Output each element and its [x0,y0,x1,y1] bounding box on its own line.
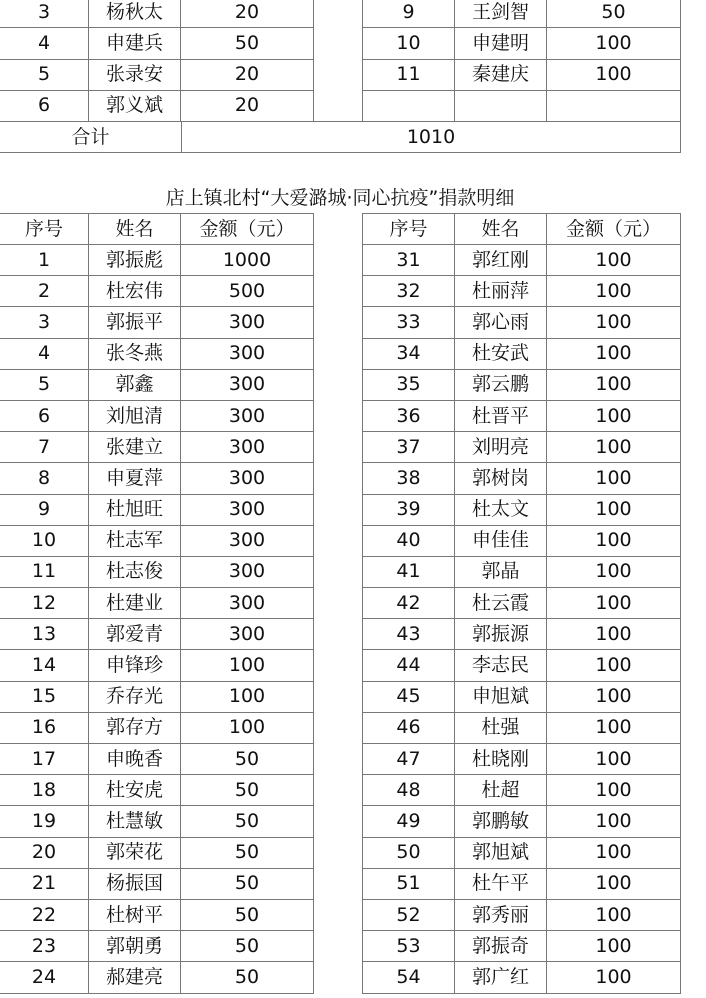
table-row [363,525,681,556]
table-row [363,868,681,899]
table-row [0,899,314,930]
cell-name: 申佳佳 [455,525,547,556]
cell-amount: 50 [181,899,314,930]
table-row [0,525,314,556]
cell-no: 42 [363,588,455,619]
table-row [0,744,314,775]
cell-no: 4 [0,28,89,59]
cell-name: 郭朝勇 [89,931,181,962]
cell-no: 3 [0,307,89,338]
cell-amount: 20 [181,0,314,28]
cell-amount: 100 [547,775,681,806]
cell-amount: 300 [181,494,314,525]
cell-name: 郭红刚 [455,245,547,276]
table-row [363,775,681,806]
cell-name: 郭振平 [89,307,181,338]
cell-no [363,90,455,121]
cell-name: 申晚香 [89,744,181,775]
table-row [363,806,681,837]
cell-no: 11 [363,59,455,90]
cell-amount: 300 [181,556,314,587]
cell-amount: 100 [547,650,681,681]
cell-name: 申夏萍 [89,463,181,494]
cell-no: 9 [363,0,455,28]
cell-no: 50 [363,837,455,868]
cell-amount: 300 [181,369,314,400]
table-row [363,588,681,619]
total-label: 合计 [0,122,182,153]
cell-no: 6 [0,90,89,121]
cell-no: 39 [363,494,455,525]
table-row [0,432,314,463]
cell-name: 申锋珍 [89,650,181,681]
cell-name: 杜太文 [455,494,547,525]
cell-name: 张录安 [89,59,181,90]
table-row [363,681,681,712]
cell-name: 杜超 [455,775,547,806]
table-row [0,276,314,307]
cell-no: 19 [0,806,89,837]
cell-no: 48 [363,775,455,806]
cell-amount: 300 [181,588,314,619]
header-no: 序号 [363,214,455,245]
table-row [363,369,681,400]
total-value: 1010 [182,122,681,153]
cell-no: 10 [363,28,455,59]
table-row [363,899,681,930]
cell-name: 郭广红 [455,962,547,993]
table-row [0,931,314,962]
header-no: 序号 [0,214,89,245]
cell-name: 郭秀丽 [455,899,547,930]
cell-amount: 300 [181,463,314,494]
cell-name: 郭鑫 [89,369,181,400]
cell-name: 杜午平 [455,868,547,899]
cell-amount: 50 [181,744,314,775]
cell-no: 3 [0,0,89,28]
cell-amount: 300 [181,400,314,431]
table-row [0,588,314,619]
cell-name: 郭存方 [89,712,181,743]
cell-amount: 100 [547,307,681,338]
cell-amount: 100 [547,245,681,276]
cell-name: 张建立 [89,432,181,463]
table-row [363,90,681,121]
table-row [0,307,314,338]
cell-amount: 100 [547,400,681,431]
table-row [363,245,681,276]
cell-name: 郭树岗 [455,463,547,494]
table-row [0,0,314,28]
table-row [0,400,314,431]
table-row [0,806,314,837]
top-table-left [0,0,314,122]
cell-amount: 100 [547,619,681,650]
donation-table-left [0,213,314,994]
cell-amount: 100 [547,837,681,868]
cell-no: 32 [363,276,455,307]
table-row [363,494,681,525]
cell-no: 16 [0,712,89,743]
cell-amount: 100 [547,432,681,463]
cell-amount: 50 [181,775,314,806]
table-row [363,962,681,993]
cell-no: 36 [363,400,455,431]
cell-amount: 100 [547,588,681,619]
cell-name [455,90,547,121]
cell-amount: 100 [547,868,681,899]
cell-no: 44 [363,650,455,681]
cell-amount: 50 [547,0,681,28]
cell-name: 杜安虎 [89,775,181,806]
cell-amount: 20 [181,90,314,121]
cell-name: 杨秋太 [89,0,181,28]
cell-no: 35 [363,369,455,400]
cell-amount: 300 [181,432,314,463]
cell-no: 23 [0,931,89,962]
cell-name: 张冬燕 [89,338,181,369]
header-amount: 金额（元） [181,214,314,245]
table-row [363,463,681,494]
cell-no: 53 [363,931,455,962]
cell-name: 杜安武 [455,338,547,369]
table-row [363,619,681,650]
cell-amount: 100 [181,681,314,712]
cell-name: 杜晋平 [455,400,547,431]
total-row [0,121,681,153]
cell-no: 15 [0,681,89,712]
cell-no: 22 [0,899,89,930]
top-table-right [362,0,681,122]
cell-name: 李志民 [455,650,547,681]
cell-name: 郭爱青 [89,619,181,650]
cell-no: 52 [363,899,455,930]
cell-name: 郭振奇 [455,931,547,962]
cell-amount: 100 [547,369,681,400]
table-row [0,338,314,369]
cell-amount: 100 [547,806,681,837]
cell-amount: 1000 [181,245,314,276]
table-row [363,744,681,775]
cell-no: 1 [0,245,89,276]
cell-amount: 500 [181,276,314,307]
cell-no: 9 [0,494,89,525]
table-row [363,432,681,463]
table-row [0,650,314,681]
cell-amount: 100 [181,650,314,681]
cell-no: 6 [0,400,89,431]
cell-amount: 100 [547,59,681,90]
table-row [363,931,681,962]
cell-amount: 300 [181,619,314,650]
table-row [0,712,314,743]
cell-no: 14 [0,650,89,681]
cell-no: 49 [363,806,455,837]
cell-name: 刘旭清 [89,400,181,431]
table-row [363,338,681,369]
cell-amount [547,90,681,121]
cell-amount: 50 [181,806,314,837]
table-row [0,369,314,400]
cell-name: 杜慧敏 [89,806,181,837]
table-row [363,307,681,338]
table-row [363,650,681,681]
cell-no: 18 [0,775,89,806]
cell-amount: 100 [547,712,681,743]
cell-no: 20 [0,837,89,868]
cell-amount: 100 [547,744,681,775]
cell-amount: 100 [547,276,681,307]
table-row [0,868,314,899]
table-row [0,681,314,712]
cell-name: 杜志俊 [89,556,181,587]
table-row [0,556,314,587]
cell-no: 37 [363,432,455,463]
cell-name: 郭旭斌 [455,837,547,868]
cell-amount: 100 [547,338,681,369]
cell-name: 杜宏伟 [89,276,181,307]
cell-no: 11 [0,556,89,587]
table-row [0,962,314,993]
cell-amount: 100 [547,962,681,993]
cell-no: 5 [0,59,89,90]
cell-amount: 20 [181,59,314,90]
cell-no: 41 [363,556,455,587]
table-row [0,28,314,59]
cell-amount: 50 [181,28,314,59]
cell-no: 54 [363,962,455,993]
cell-name: 郭振彪 [89,245,181,276]
table-row [363,712,681,743]
cell-name: 王剑智 [455,0,547,28]
cell-name: 秦建庆 [455,59,547,90]
cell-name: 申建兵 [89,28,181,59]
cell-no: 46 [363,712,455,743]
cell-name: 杜云霞 [455,588,547,619]
cell-no: 40 [363,525,455,556]
cell-no: 12 [0,588,89,619]
cell-amount: 300 [181,307,314,338]
cell-amount: 100 [547,463,681,494]
table-row [363,59,681,90]
donation-table-right [362,213,681,994]
cell-no: 31 [363,245,455,276]
cell-name: 郭荣花 [89,837,181,868]
cell-no: 13 [0,619,89,650]
cell-no: 24 [0,962,89,993]
page-title: 店上镇北村“大爱潞城·同心抗疫”捐款明细 [165,187,515,209]
cell-amount: 100 [547,681,681,712]
cell-no: 45 [363,681,455,712]
cell-amount: 100 [181,712,314,743]
cell-name: 杜强 [455,712,547,743]
cell-amount: 300 [181,338,314,369]
cell-amount: 50 [181,962,314,993]
table-row [363,0,681,28]
cell-amount: 300 [181,525,314,556]
cell-name: 杜树平 [89,899,181,930]
cell-name: 申建明 [455,28,547,59]
cell-name: 郭振源 [455,619,547,650]
table-row [363,276,681,307]
table-row [0,59,314,90]
cell-name: 杨振国 [89,868,181,899]
cell-amount: 50 [181,931,314,962]
table-row [363,28,681,59]
cell-no: 34 [363,338,455,369]
cell-no: 21 [0,868,89,899]
cell-no: 7 [0,432,89,463]
cell-name: 杜丽萍 [455,276,547,307]
cell-no: 17 [0,744,89,775]
cell-no: 5 [0,369,89,400]
cell-name: 杜晓刚 [455,744,547,775]
cell-name: 申旭斌 [455,681,547,712]
table-row [363,837,681,868]
table-row [0,837,314,868]
cell-name: 刘明亮 [455,432,547,463]
cell-no: 2 [0,276,89,307]
table-row [363,400,681,431]
table-row [363,556,681,587]
cell-no: 43 [363,619,455,650]
table-row [0,463,314,494]
table-row [0,245,314,276]
cell-no: 51 [363,868,455,899]
cell-no: 38 [363,463,455,494]
cell-no: 10 [0,525,89,556]
cell-amount: 100 [547,556,681,587]
cell-name: 郝建亮 [89,962,181,993]
cell-amount: 50 [181,837,314,868]
table-row [0,90,314,121]
cell-no: 8 [0,463,89,494]
cell-amount: 100 [547,525,681,556]
header-amount: 金额（元） [547,214,681,245]
cell-name: 郭义斌 [89,90,181,121]
cell-name: 郭晶 [455,556,547,587]
cell-amount: 100 [547,494,681,525]
header-name: 姓名 [455,214,547,245]
cell-amount: 100 [547,899,681,930]
cell-name: 杜志军 [89,525,181,556]
cell-no: 4 [0,338,89,369]
cell-amount: 100 [547,28,681,59]
cell-name: 乔存光 [89,681,181,712]
cell-name: 杜建业 [89,588,181,619]
cell-no: 47 [363,744,455,775]
table-row [0,775,314,806]
cell-no: 33 [363,307,455,338]
cell-name: 郭云鹏 [455,369,547,400]
cell-amount: 100 [547,931,681,962]
header-name: 姓名 [89,214,181,245]
cell-name: 郭心雨 [455,307,547,338]
cell-name: 郭鹏敏 [455,806,547,837]
cell-amount: 50 [181,868,314,899]
table-row [0,619,314,650]
table-row [0,494,314,525]
cell-name: 杜旭旺 [89,494,181,525]
